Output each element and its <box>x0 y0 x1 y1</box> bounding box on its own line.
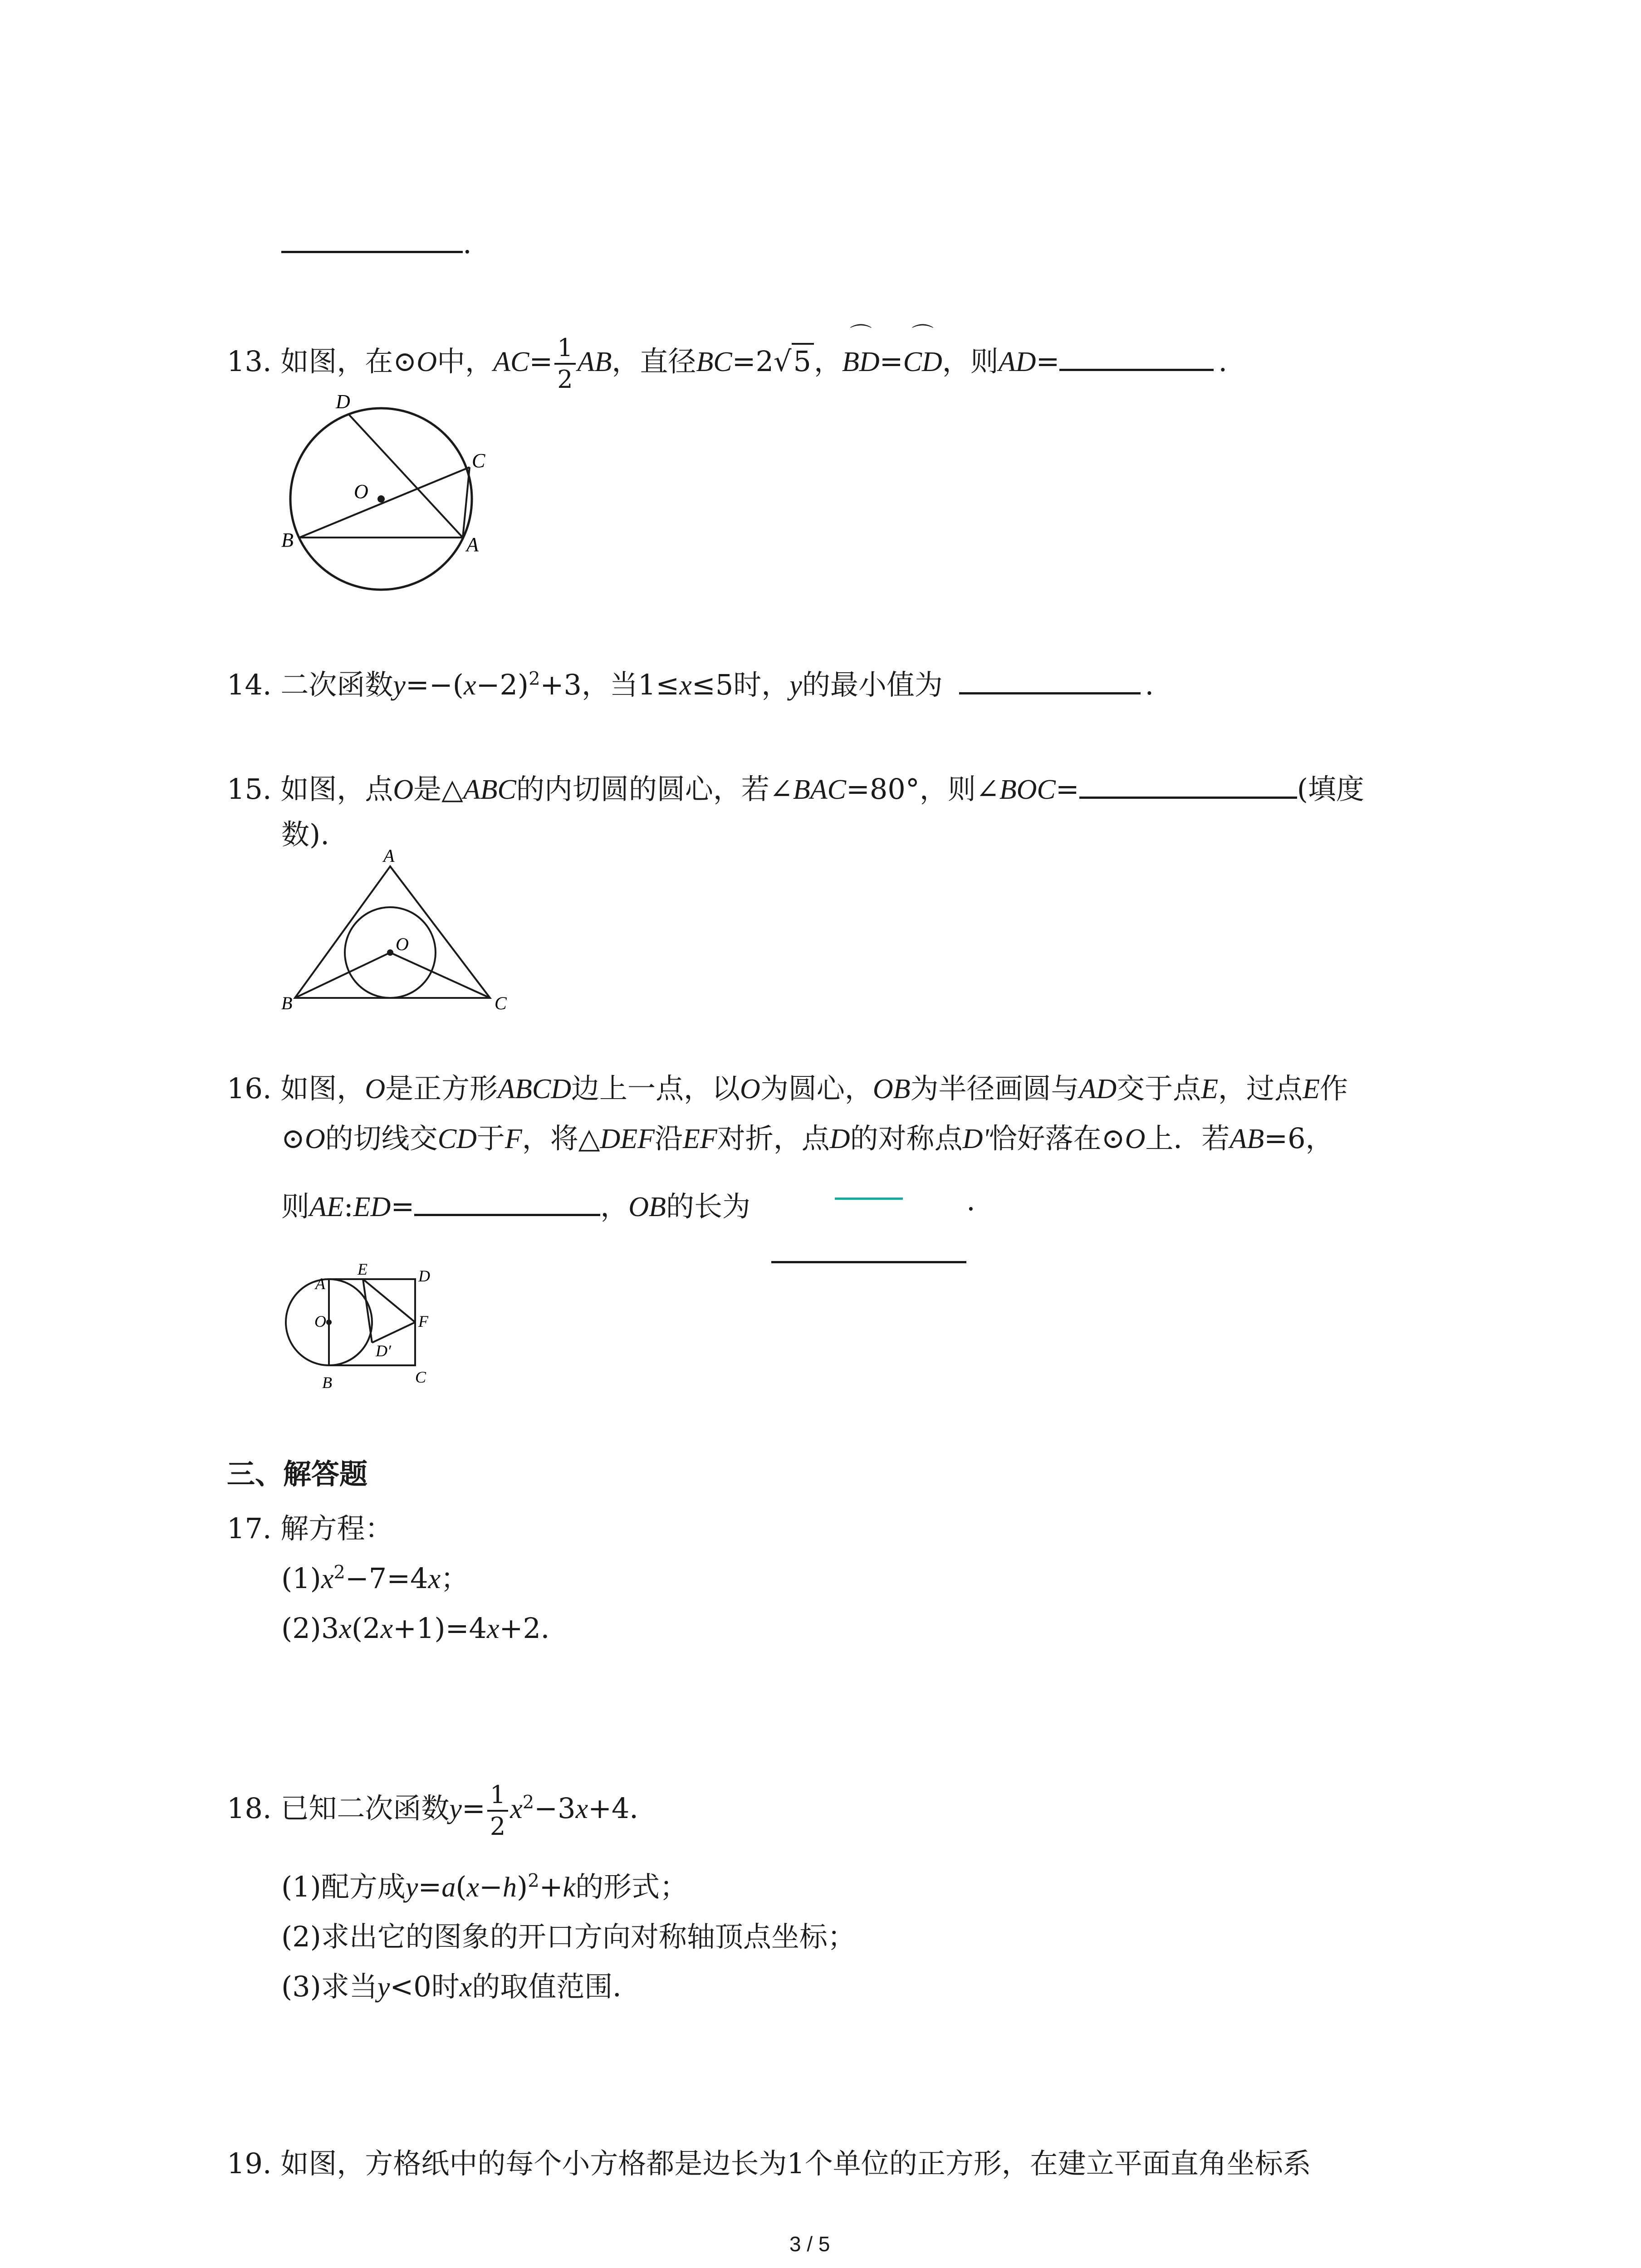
exponent: 2 <box>529 668 540 689</box>
answer-blank <box>281 251 463 253</box>
text: 数). <box>281 818 329 851</box>
var: DEF <box>600 1124 655 1154</box>
var: ABCD <box>498 1074 572 1105</box>
text: 沿 <box>655 1122 683 1155</box>
answer-blank-2 <box>771 1261 966 1263</box>
period-text: . <box>966 1184 975 1217</box>
text: 的内切圆的圆心，若∠ <box>516 772 793 806</box>
text: +1)=4 <box>392 1612 487 1645</box>
center-dot <box>326 1320 332 1325</box>
arc-CD <box>903 323 942 378</box>
var: EF <box>683 1124 717 1154</box>
text: ( <box>456 1870 467 1903</box>
text: (1) <box>281 1562 321 1595</box>
diameter-BC <box>299 467 470 538</box>
q18-part2 <box>281 1914 856 1955</box>
label-O: O <box>314 1312 326 1330</box>
text: ， <box>600 1190 629 1223</box>
text: 如图，方格纸中的每个小方格都是边长为1个单位的正方形，在建立平面直角坐标系 <box>280 2147 1311 2180</box>
var: O <box>365 1074 386 1105</box>
question-16-line3 <box>281 1184 750 1224</box>
label-C: C <box>472 450 485 472</box>
exponent: 2 <box>528 1870 539 1892</box>
text: = <box>1036 345 1060 378</box>
question-13 <box>227 323 1228 394</box>
question-14 <box>227 662 1154 703</box>
text: 是正方形 <box>385 1072 498 1105</box>
text: (2 <box>351 1612 381 1645</box>
text: 中， <box>437 345 494 378</box>
var: O <box>393 774 414 805</box>
question-number: 15. <box>227 772 272 806</box>
var: y <box>405 1872 418 1903</box>
var: y <box>789 670 802 701</box>
text: ，将△ <box>522 1122 600 1155</box>
text: 的形式； <box>575 1870 688 1903</box>
period <box>966 1184 975 1217</box>
var: BD <box>842 347 880 378</box>
fraction-den: 2 <box>490 1812 506 1841</box>
var: x <box>380 1613 393 1644</box>
center-dot <box>377 495 385 503</box>
arc-BD <box>842 323 880 378</box>
answer-blank-1 <box>414 1214 600 1216</box>
text: +4． <box>588 1792 658 1825</box>
exponent: 2 <box>333 1562 345 1583</box>
text: ； <box>441 1562 469 1595</box>
q13-figure <box>272 395 508 603</box>
text: 已知二次函数 <box>280 1792 450 1825</box>
text: ， <box>814 345 843 378</box>
var: y <box>393 670 406 701</box>
answer-blank <box>959 692 1141 694</box>
text: = <box>879 345 903 378</box>
var: BOC <box>999 774 1056 805</box>
label-F: F <box>418 1312 428 1330</box>
var: AE <box>309 1192 344 1222</box>
var: AC <box>493 347 529 378</box>
var: O <box>1125 1124 1146 1154</box>
period: . <box>1145 668 1154 701</box>
segment-BO <box>295 953 390 998</box>
q18-part1 <box>281 1864 688 1905</box>
text: ，直径 <box>612 345 696 378</box>
question-17 <box>227 1506 393 1546</box>
period: . <box>463 227 472 260</box>
var: CD <box>903 347 942 378</box>
center-dot <box>387 949 393 956</box>
question-number: 13. <box>227 345 272 378</box>
question-16 <box>227 1066 1348 1106</box>
var: h <box>503 1872 517 1903</box>
var: D <box>829 1124 850 1154</box>
label-C: C <box>415 1368 426 1386</box>
var: ABC <box>463 774 516 805</box>
text: −3 <box>534 1792 576 1825</box>
text: (2)求出它的图象的开口方向对称轴顶点坐标； <box>281 1920 856 1953</box>
text: 作 <box>1319 1072 1348 1105</box>
text: 解方程： <box>280 1512 393 1545</box>
label-B: B <box>281 529 294 551</box>
teal-mark <box>835 1198 903 1200</box>
fraction-num: 1 <box>487 1783 508 1812</box>
text: ≤5时， <box>691 668 790 701</box>
var: CD <box>437 1124 477 1154</box>
label-D: D <box>336 395 350 413</box>
period: . <box>1218 345 1228 378</box>
text: 的对称点 <box>850 1122 963 1155</box>
text: (2)3 <box>281 1612 339 1645</box>
label-A: A <box>383 848 395 866</box>
var: y <box>377 1972 390 2003</box>
top-fragment <box>281 227 472 260</box>
var: x <box>321 1564 334 1594</box>
fraction-num: 1 <box>554 336 575 365</box>
text: : <box>343 1190 353 1223</box>
text: −2) <box>476 668 529 701</box>
label-O: O <box>354 480 368 503</box>
var: x <box>463 670 476 701</box>
arc-mark: ⌒ <box>850 323 872 348</box>
text: + <box>539 1870 563 1903</box>
text: 为半径画圆与 <box>910 1072 1079 1105</box>
text: (3)求当 <box>281 1970 377 2003</box>
label-Dprime: D′ <box>376 1342 391 1360</box>
text: 上．若 <box>1145 1122 1230 1155</box>
var: O <box>416 347 437 378</box>
var: OB <box>872 1074 911 1105</box>
text: 对折，点 <box>717 1122 830 1155</box>
var: x <box>575 1794 588 1825</box>
text: +3，当1≤ <box>540 668 680 701</box>
text: = <box>391 1190 415 1223</box>
fraction <box>554 333 575 394</box>
arc-mark: ⌒ <box>911 323 934 348</box>
text: − <box>479 1870 503 1903</box>
var: x <box>459 1972 472 2003</box>
label-B: B <box>281 993 293 1012</box>
var: E <box>1201 1074 1219 1105</box>
text: ) <box>517 1870 528 1903</box>
var: y <box>449 1794 462 1825</box>
text: −7=4 <box>345 1562 428 1595</box>
q15-figure <box>272 848 526 1012</box>
question-18 <box>227 1780 658 1841</box>
var: x <box>486 1613 500 1644</box>
sqrt: √5 <box>774 345 814 378</box>
text: +2． <box>499 1612 569 1645</box>
var: AD <box>998 347 1036 378</box>
var: BC <box>696 347 732 378</box>
fraction-den: 2 <box>557 365 573 394</box>
text: ，过点 <box>1218 1072 1303 1105</box>
text: 二次函数 <box>280 668 393 701</box>
var: x <box>679 670 692 701</box>
text: <0时 <box>390 1970 460 2003</box>
question-15-line2 <box>281 812 329 852</box>
section-title: 三、解答题 <box>227 1457 368 1491</box>
text: ⊙ <box>281 1122 305 1155</box>
label-C: C <box>495 993 507 1012</box>
var: AB <box>577 347 612 378</box>
q16-figure <box>272 1261 454 1397</box>
var: k <box>563 1872 576 1903</box>
text: ，则 <box>942 345 999 378</box>
var: x <box>428 1564 441 1594</box>
label-E: E <box>358 1261 367 1278</box>
var: x <box>339 1613 352 1644</box>
var: OB <box>628 1192 666 1222</box>
text: (1)配方成 <box>281 1870 406 1903</box>
text: 如图，点 <box>280 772 393 806</box>
var: E <box>1303 1074 1320 1105</box>
var: ED <box>353 1192 391 1222</box>
text: 恰好落在⊙ <box>989 1122 1125 1155</box>
q17-part2 <box>281 1606 569 1646</box>
text: =2 <box>732 345 774 378</box>
var: x <box>466 1872 480 1903</box>
text: 如图，在⊙ <box>280 345 417 378</box>
var: AB <box>1230 1124 1264 1154</box>
radicand: 5 <box>792 343 814 378</box>
text: = <box>1055 772 1079 806</box>
var: x <box>510 1794 523 1825</box>
text: =80°，则∠ <box>846 772 999 806</box>
label-O: O <box>396 934 409 954</box>
label-D: D <box>418 1267 430 1285</box>
text: 的长为 <box>666 1190 750 1223</box>
page-number: 3 / 5 <box>789 2232 830 2256</box>
text: =6， <box>1264 1122 1334 1155</box>
text: =−( <box>405 668 464 701</box>
label-A: A <box>466 533 479 556</box>
label-B: B <box>322 1374 332 1392</box>
q17-part1 <box>281 1556 469 1596</box>
question-16-line2 <box>281 1116 1334 1156</box>
text: 交于点 <box>1117 1072 1201 1105</box>
question-number: 16. <box>227 1072 272 1105</box>
var: AD <box>1079 1074 1117 1105</box>
question-19 <box>227 2141 1311 2181</box>
var: a <box>441 1872 456 1903</box>
text: 是△ <box>413 772 463 806</box>
text: = <box>461 1792 485 1825</box>
q18-part3 <box>281 1964 641 2004</box>
label-A: A <box>315 1275 325 1293</box>
question-number: 17. <box>227 1512 272 1545</box>
text: 的取值范围． <box>472 1970 641 2003</box>
answer-blank <box>1059 369 1214 371</box>
text: = <box>529 345 553 378</box>
text: = <box>418 1870 442 1903</box>
fraction <box>487 1780 508 1841</box>
text: 的最小值为 <box>802 668 943 701</box>
text: 的切线交 <box>325 1122 438 1155</box>
text: 于 <box>476 1122 505 1155</box>
var: D' <box>962 1124 989 1154</box>
var: O <box>304 1124 325 1154</box>
segment-CO <box>390 953 490 998</box>
var: F <box>505 1124 522 1154</box>
text: 则 <box>281 1190 310 1223</box>
text: (填度 <box>1297 772 1364 806</box>
answer-blank <box>1079 797 1297 799</box>
triangle-ABC <box>295 866 490 998</box>
var: BAC <box>793 774 846 805</box>
text: 如图， <box>280 1072 365 1105</box>
var: O <box>740 1074 760 1105</box>
exponent: 2 <box>522 1792 534 1813</box>
segment-DpF <box>372 1322 415 1343</box>
question-number: 14. <box>227 668 272 701</box>
question-15 <box>227 767 1364 807</box>
question-number: 18. <box>227 1792 272 1825</box>
text: 为圆心， <box>760 1072 873 1105</box>
text: 边上一点，以 <box>571 1072 740 1105</box>
question-number: 19. <box>227 2147 272 2180</box>
